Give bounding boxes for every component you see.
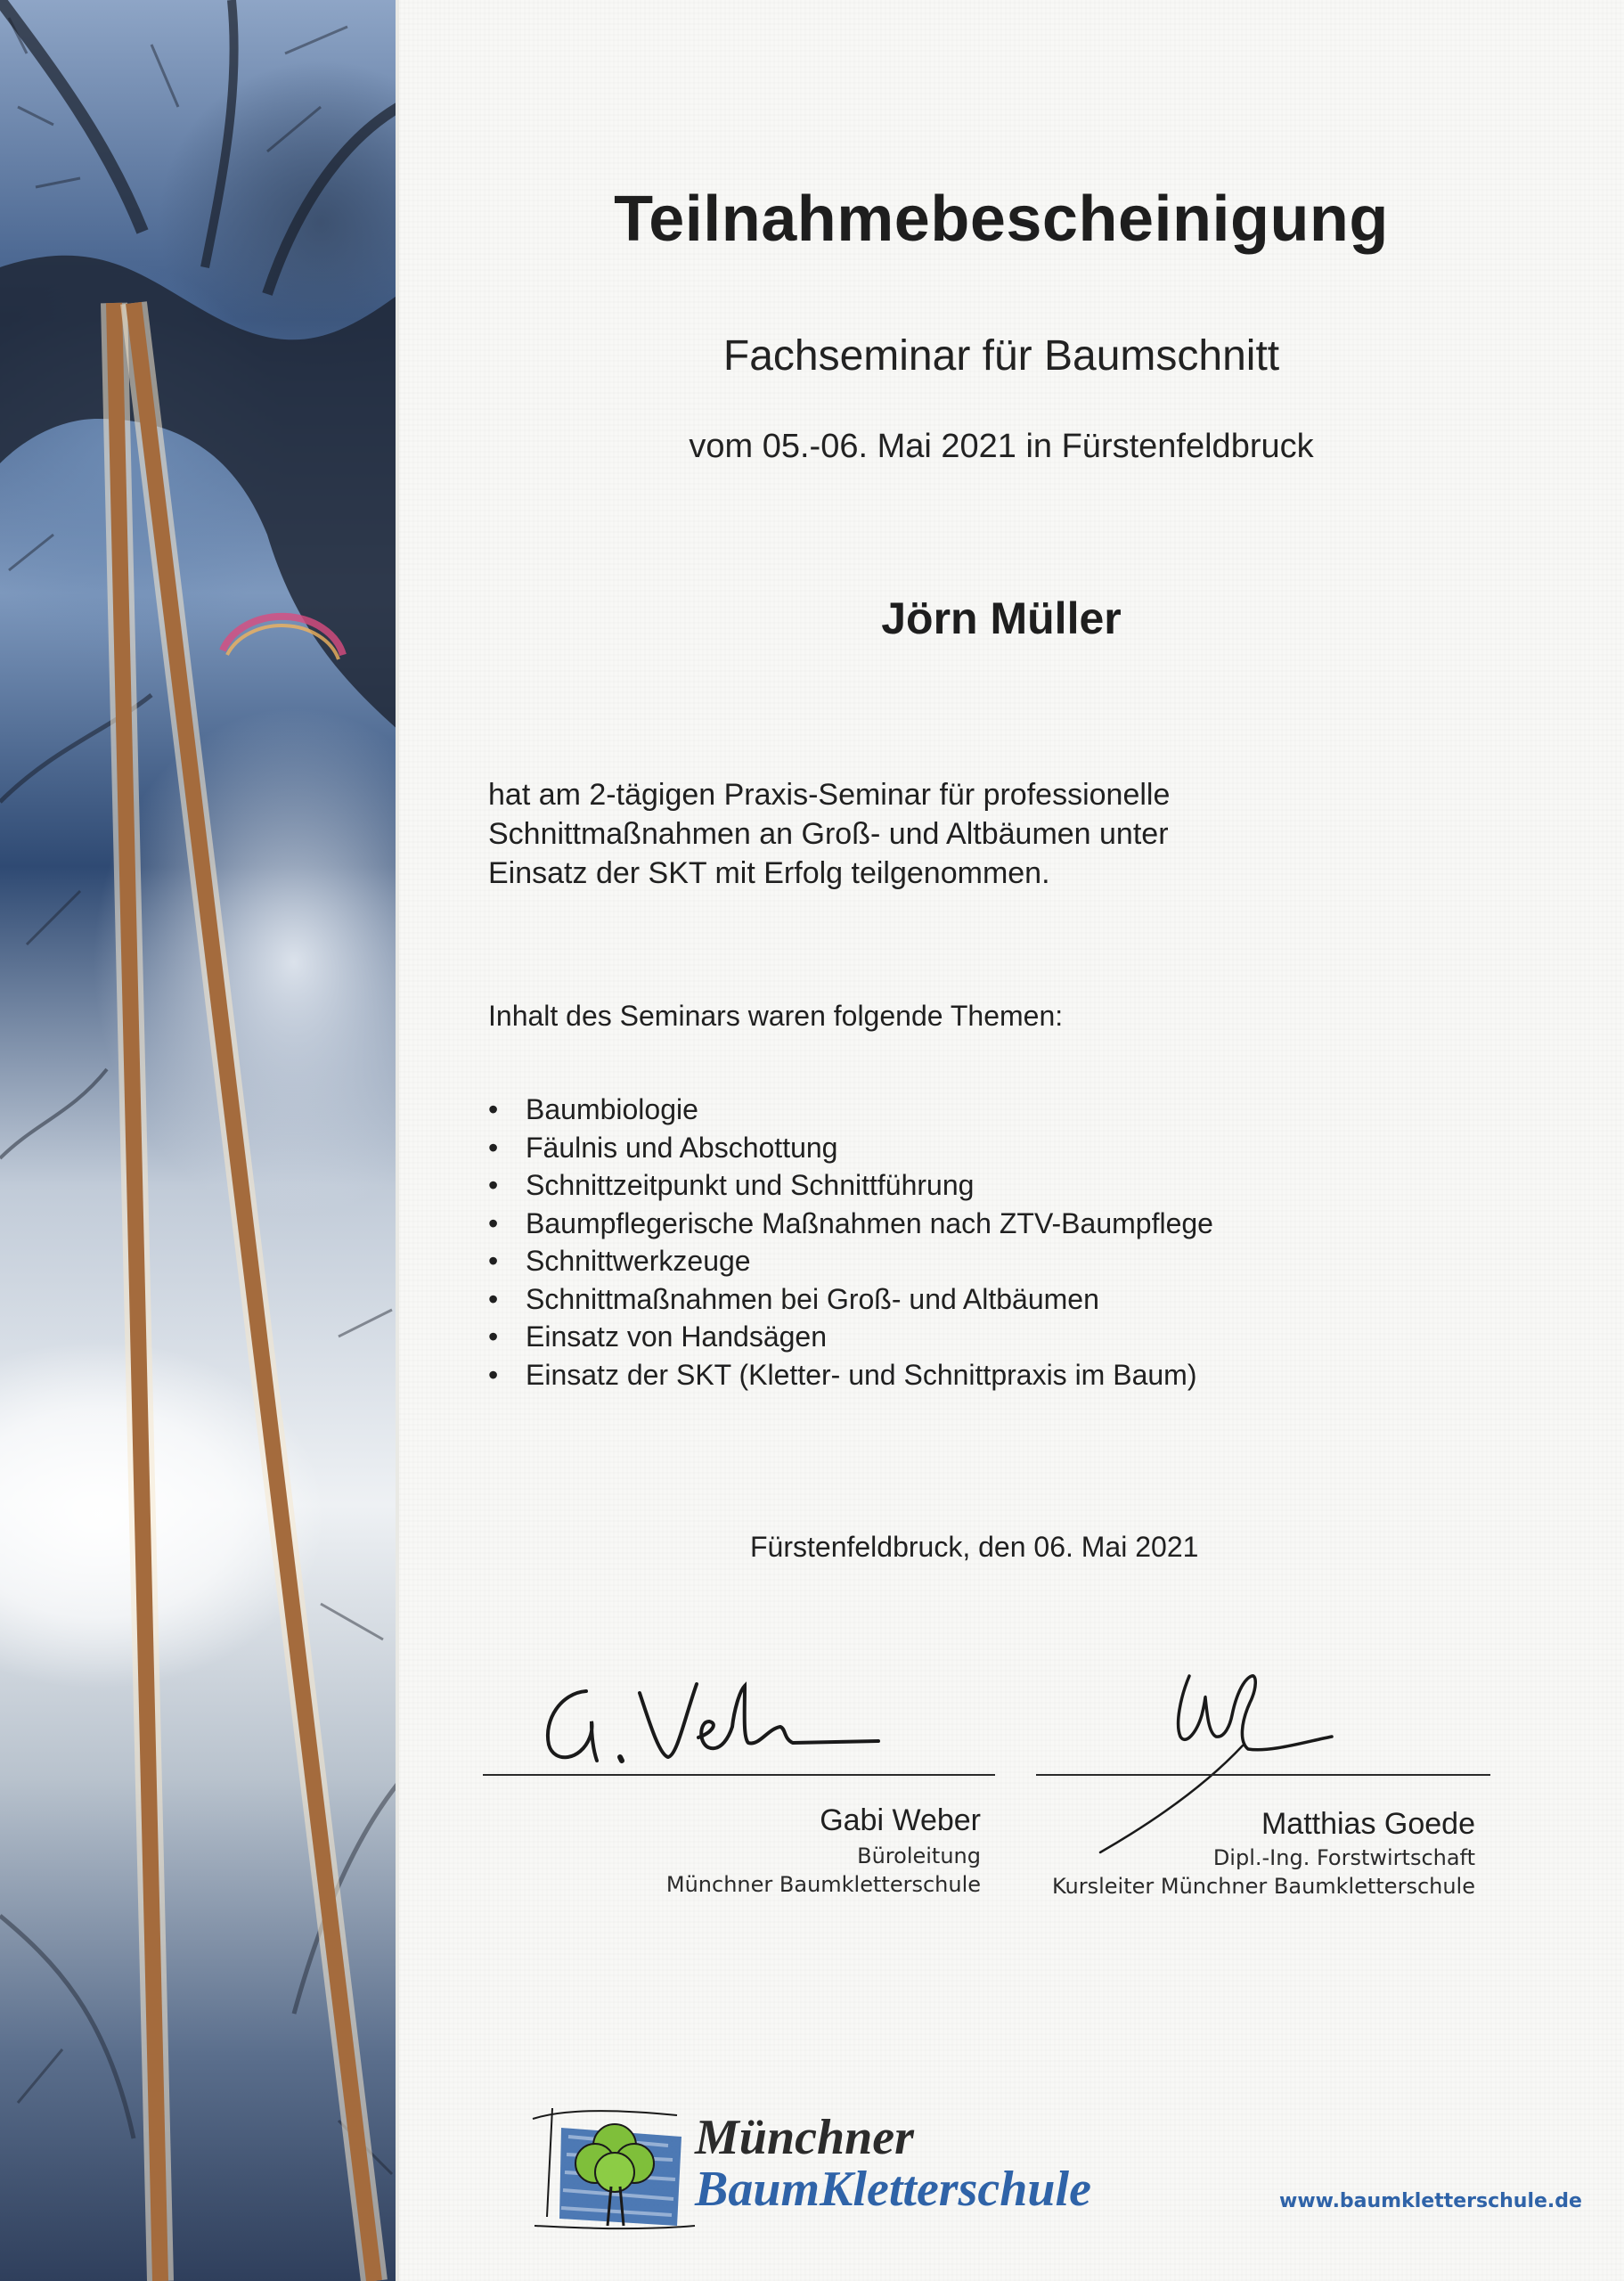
signer-name-left: Gabi Weber <box>820 1803 981 1837</box>
certificate-title: Teilnahmebescheinigung <box>614 184 1389 255</box>
signer-role-line: Dipl.-Ing. Forstwirtschaft <box>1212 1845 1475 1870</box>
signer-role-right <box>1052 1844 1475 1901</box>
signer-role-left <box>666 1842 981 1899</box>
list-item: • Schnittmaßnahmen bei Groß- und Altbäumen <box>488 1280 1213 1319</box>
list-item: • Schnittzeitpunkt und Schnittführung <box>488 1166 1213 1205</box>
list-item: • Einsatz der SKT (Kletter- und Schnittpraxis im Baum) <box>488 1356 1213 1394</box>
participation-statement <box>488 775 1415 893</box>
statement-line: Einsatz der SKT mit Erfolg teilgenommen. <box>488 856 1050 890</box>
list-item: • Einsatz von Handsägen <box>488 1318 1213 1356</box>
logo-text-baumkletterschule: BaumKletterschule <box>695 2162 1091 2217</box>
school-logo-icon <box>526 2101 704 2235</box>
topic-list <box>488 1091 1213 1394</box>
signer-role-line: Büroleitung <box>857 1844 981 1868</box>
signature-weber <box>535 1675 882 1773</box>
list-item: • Fäulnis und Abschottung <box>488 1129 1213 1167</box>
signature-line-left <box>483 1774 995 1776</box>
participant-name: Jörn Müller <box>881 593 1122 643</box>
seminar-dates: vom 05.-06. Mai 2021 in Fürstenfeldbruck <box>689 428 1314 465</box>
signer-role-line: Kursleiter Münchner Baumkletterschule <box>1051 1874 1475 1899</box>
list-item: • Schnittwerkzeuge <box>488 1242 1213 1280</box>
signer-name-right: Matthias Goede <box>1261 1807 1475 1841</box>
contents-intro: Inhalt des Seminars waren folgende Themen: <box>488 1000 1064 1032</box>
seminar-subtitle: Fachseminar für Baumschnitt <box>722 332 1280 380</box>
website-url: www.baumkletterschule.de <box>1279 2190 1582 2212</box>
statement-line: hat am 2-tägigen Praxis-Seminar für professionelle <box>488 778 1171 812</box>
signature-line-right <box>1036 1774 1490 1776</box>
logo-text-muenchner: Münchner <box>695 2110 914 2165</box>
list-item: • Baumpflegerische Maßnahmen nach ZTV-Baumpflege <box>488 1205 1213 1243</box>
list-item: • Baumbiologie <box>488 1091 1213 1129</box>
signer-role-line: Münchner Baumkletterschule <box>665 1872 981 1897</box>
place-date: Fürstenfeldbruck, den 06. Mai 2021 <box>750 1531 1199 1563</box>
statement-line: Schnittmaßnahmen an Groß- und Altbäumen unter <box>488 817 1169 851</box>
tree-climbing-photo <box>0 0 399 2281</box>
tree-rope-illustration <box>0 0 399 2281</box>
